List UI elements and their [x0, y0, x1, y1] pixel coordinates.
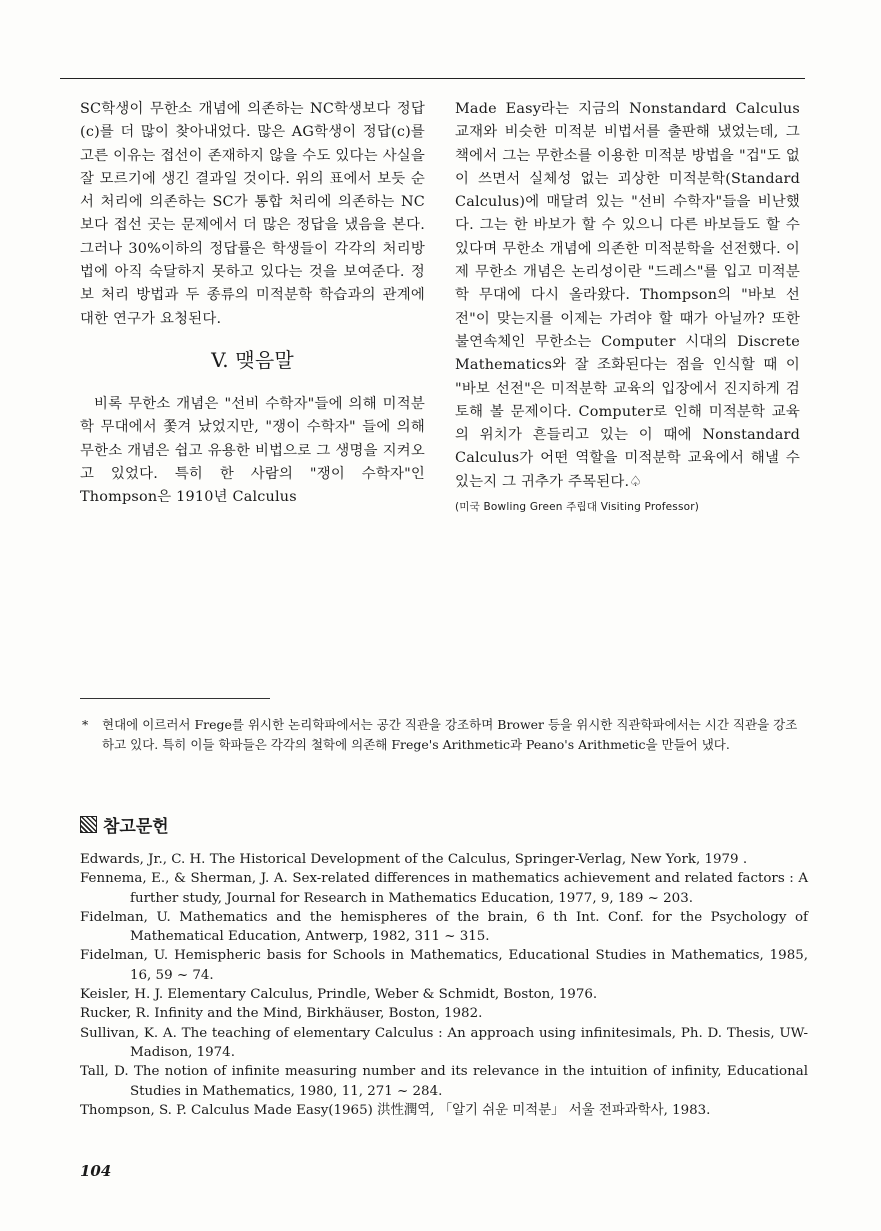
reference-item: Sullivan, K. A. The teaching of elementary Calculus : An approach using infinitesimals, Ph. D. Thesis, UW-Madison, 1974.: [80, 1025, 808, 1060]
author-affiliation: (미국 Bowling Green 주립대 Visiting Professor): [455, 501, 700, 514]
reference-item: Edwards, Jr., C. H. The Historical Development of the Calculus, Springer-Verlag, New York, 1979 .: [80, 852, 748, 867]
reference-item: Fidelman, U. Mathematics and the hemispheres of the brain, 6 th Int. Conf. for the Psychology of Mathematical Education, Antwerp, 1982, 311 ~ 315.: [80, 909, 808, 945]
references-heading-text: 참고문헌: [103, 817, 169, 837]
reference-item: Thompson, S. P. Calculus Made Easy(1965) 洪性潤역, 「알기 쉬운 미적분」 서울 전파과학사, 1983.: [80, 1102, 711, 1118]
hatched-square-icon: [80, 816, 97, 833]
reference-item: Keisler, H. J. Elementary Calculus, Prindle, Weber & Schmidt, Boston, 1976.: [80, 987, 598, 1003]
reference-item: Rucker, R. Infinity and the Mind, Birkhäuser, Boston, 1982.: [80, 1006, 483, 1022]
right-column: [455, 98, 800, 519]
reference-item: Tall, D. The notion of infinite measuring number and its relevance in the intuition of infinity, Educational Studies in Mathematics, 1980, 11, 271 ~ 284.: [80, 1064, 808, 1099]
section-heading: V. 맺음말: [211, 347, 294, 372]
reference-list: [80, 850, 808, 1120]
end-mark-icon: ♤: [629, 473, 643, 490]
body-paragraph: [455, 98, 800, 494]
left-column: [80, 98, 425, 509]
top-rule: [60, 78, 805, 79]
footnote-mark: *: [82, 717, 89, 732]
body-paragraph: 비록 무한소 개념은 "선비 수학자"들에 의해 미적분학 무대에서 쫓겨 났었지만, "쟁이 수학자" 들에 의해 무한소 개념은 쉽고 유용한 비법으로 그 생명을 지켜오고 있었다. 특히 한 사람의 "쟁이 수학자"인 Thompson은 1910년 Calculus: [80, 395, 425, 506]
body-paragraph: SC학생이 무한소 개념에 의존하는 NC학생보다 정답(c)를 더 많이 찾아내었다. 많은 AG학생이 정답(c)를 고른 이유는 접선이 존재하지 않을 수도 있다는 사실을 잘 모르기에 생긴 결과일 것이다. 위의 표에서 보듯 순서 처리에 의존하는 SC가 통합 처리에 의존하는 NC보다 접선 곳는 문제에서 더 많은 정답을 냈음을 본다. 그러나 30%이하의 정답률은 학생들이 각각의 처리방법에 아직 숙달하지 못하고 있다는 것을 보여준다. 정보 처리 방법과 두 종류의 미적분학 학습과의 관계에 대한 연구가 요청된다.: [80, 101, 425, 327]
page-number: 104: [80, 1162, 112, 1180]
reference-item: Fennema, E., & Sherman, J. A. Sex-related differences in mathematics achievement and related factors : A further study, Journal for Research in Mathematics Education, 1977, 9, 189 ~ 203.: [80, 871, 808, 906]
footnote-rule: [80, 698, 270, 699]
references-heading: [80, 812, 169, 837]
reference-item: Fidelman, U. Hemispheric basis for Schools in Mathematics, Educational Studies in Mathematics, 1985, 16, 59 ~ 74.: [80, 948, 808, 983]
footnote: [80, 715, 805, 755]
footnote-text: 현대에 이르러서 Frege를 위시한 논리학파에서는 공간 직관을 강조하며 Brower 등을 위시한 직관학파에서는 시간 직관을 강조하고 있다. 특히 이들 학파들은 각각의 철학에 의존해 Frege's Arithmetic과 Peano's Arithmetic을 만들어 냈다.: [102, 717, 798, 752]
body-text: Made Easy라는 지금의 Nonstandard Calculus 교재와 비슷한 미적분 비법서를 출판해 냈었는데, 그 책에서 그는 무한소를 이용한 미적분 방법을 "겁"도 없이 쓰면서 실체성 없는 괴상한 미적분학(Standard Calculus)에 매달려 있는 "선비 수학자"들을 비난했다. 그는 한 바보가 할 수 있으니 다른 바보들도 할 수 있다며 무한소 개념에 의존한 미적분학을 선전했다. 이제 무한소 개념은 논리성이란 "드레스"를 입고 미적분학 무대에 다시 올라왔다. Thompson의 "바보 선전"이 맞는지를 이제는 가려야 할 때가 아닐까? 또한 불연속체인 무한소는 Computer 시대의 Discrete Mathematics와 잘 조화된다는 점을 인식할 때 이 "바보 선전"은 미적분학 교육의 입장에서 진지하게 검토해 볼 문제이다. Computer로 인해 미적분학 교육의 위치가 흔들리고 있는 이 때에 Nonstandard Calculus가 어떤 역할을 미적분학 교육에서 해낼 수 있는지 그 귀추가 주목된다.: [455, 101, 800, 490]
